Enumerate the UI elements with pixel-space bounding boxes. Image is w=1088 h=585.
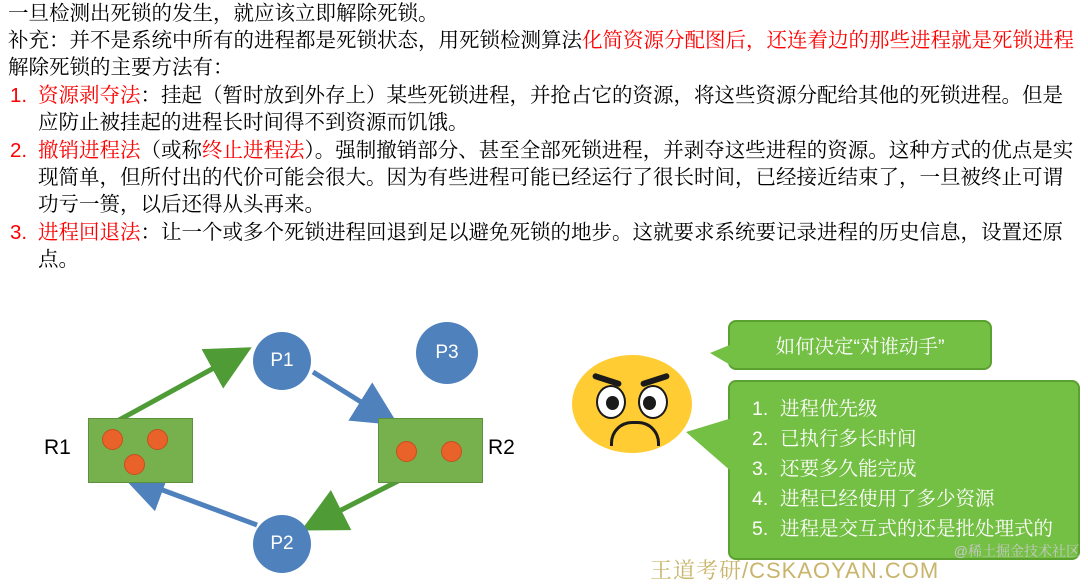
list-number: 2. bbox=[10, 139, 28, 162]
method-title-mid: （或称 bbox=[140, 139, 202, 162]
question-text: 如何决定“对谁动手” bbox=[775, 336, 945, 358]
paragraph-line-3: 解除死锁的主要方法有： bbox=[8, 56, 234, 79]
option-text: 进程优先级 bbox=[780, 398, 878, 420]
list-item bbox=[740, 514, 1068, 544]
method-body: ：让一个或多个死锁进程回退到足以避免死锁的地步。这就要求系统要记录进程的历史信息，设置还原点。 bbox=[38, 221, 1063, 271]
option-text: 还要多久能完成 bbox=[780, 458, 917, 480]
method-title: 进程回退法 bbox=[38, 221, 141, 244]
paragraph-line-2 bbox=[8, 27, 1080, 54]
node-p2 bbox=[253, 515, 311, 573]
method-title-alt: 终止进程法 bbox=[202, 139, 305, 162]
node-label: P3 bbox=[435, 342, 459, 363]
methods-list bbox=[8, 82, 1080, 273]
resource-r1 bbox=[88, 418, 193, 483]
resource-instance-dot bbox=[102, 429, 123, 450]
pupil-left-icon bbox=[606, 396, 619, 410]
method-title: 撤销进程法 bbox=[38, 139, 141, 162]
supplement-prefix: 补充：并不是系统中所有的进程都是死锁状态，用死锁检测算法 bbox=[8, 29, 582, 52]
angry-face-icon bbox=[572, 355, 692, 453]
list-item bbox=[8, 137, 1080, 218]
method-title: 资源剥夺法 bbox=[38, 84, 141, 107]
resource-r2 bbox=[378, 418, 483, 483]
lecture-text bbox=[8, 0, 1080, 273]
node-p1 bbox=[253, 332, 311, 390]
list-item bbox=[740, 454, 1068, 484]
list-number: 1. bbox=[10, 84, 28, 107]
resource-allocation-graph bbox=[0, 310, 560, 583]
options-callout bbox=[728, 380, 1080, 560]
option-text: 已执行多长时间 bbox=[780, 428, 917, 450]
callout-tail bbox=[710, 344, 732, 366]
watermark: @稀土掘金技术社区 bbox=[953, 543, 1080, 559]
node-p3 bbox=[416, 322, 478, 384]
option-text: 进程已经使用了多少资源 bbox=[780, 488, 995, 510]
node-label: P2 bbox=[270, 533, 294, 554]
option-text: 进程是交互式的还是批处理式的 bbox=[780, 518, 1054, 540]
eye-right-icon bbox=[638, 385, 668, 419]
question-callout bbox=[728, 320, 992, 370]
supplement-highlight: 化简资源分配图后，还连着边的那些进程就是死锁进程 bbox=[582, 29, 1074, 52]
brand-mark: 王道考研/CSKAOYAN.COM bbox=[650, 558, 940, 583]
list-item bbox=[740, 484, 1068, 514]
option-number: 5. bbox=[752, 518, 769, 540]
list-item bbox=[740, 394, 1068, 424]
resource-instance-dot bbox=[396, 441, 417, 462]
option-number: 4. bbox=[752, 488, 769, 510]
options-list bbox=[740, 394, 1068, 544]
paragraph-line-1: 一旦检测出死锁的发生，就应该立即解除死锁。 bbox=[8, 2, 439, 25]
resource-label-r2: R2 bbox=[488, 436, 515, 459]
resource-instance-dot bbox=[441, 441, 462, 462]
pupil-right-icon bbox=[643, 396, 656, 410]
method-body: ：挂起（暂时放到外存上）某些死锁进程，并抢占它的资源，将这些资源分配给其他的死锁进程。但是应防止被挂起的进程长时间得不到资源而饥饿。 bbox=[38, 84, 1063, 134]
list-item bbox=[740, 424, 1068, 454]
node-label: P1 bbox=[270, 350, 294, 371]
method-body: ）。强制撤销部分、甚至全部死锁进程，并剥夺这些进程的资源。这种方式的优点是实现简单，但所付出的代价可能会很大。因为有些进程可能已经运行了很长时间，已经接近结束了，一旦被终止可谓功亏一篑，以后还得从头再来。 bbox=[38, 139, 1074, 216]
resource-label-r1: R1 bbox=[44, 436, 71, 459]
resource-instance-dot bbox=[124, 454, 145, 475]
frown-mouth-icon bbox=[610, 421, 660, 446]
option-number: 1. bbox=[752, 398, 769, 420]
option-number: 2. bbox=[752, 428, 769, 450]
eye-left-icon bbox=[596, 385, 626, 419]
option-number: 3. bbox=[752, 458, 769, 480]
list-item bbox=[8, 82, 1080, 136]
resource-instance-dot bbox=[147, 429, 168, 450]
list-number: 3. bbox=[10, 221, 28, 244]
list-item bbox=[8, 219, 1080, 273]
callout-tail bbox=[686, 418, 732, 472]
